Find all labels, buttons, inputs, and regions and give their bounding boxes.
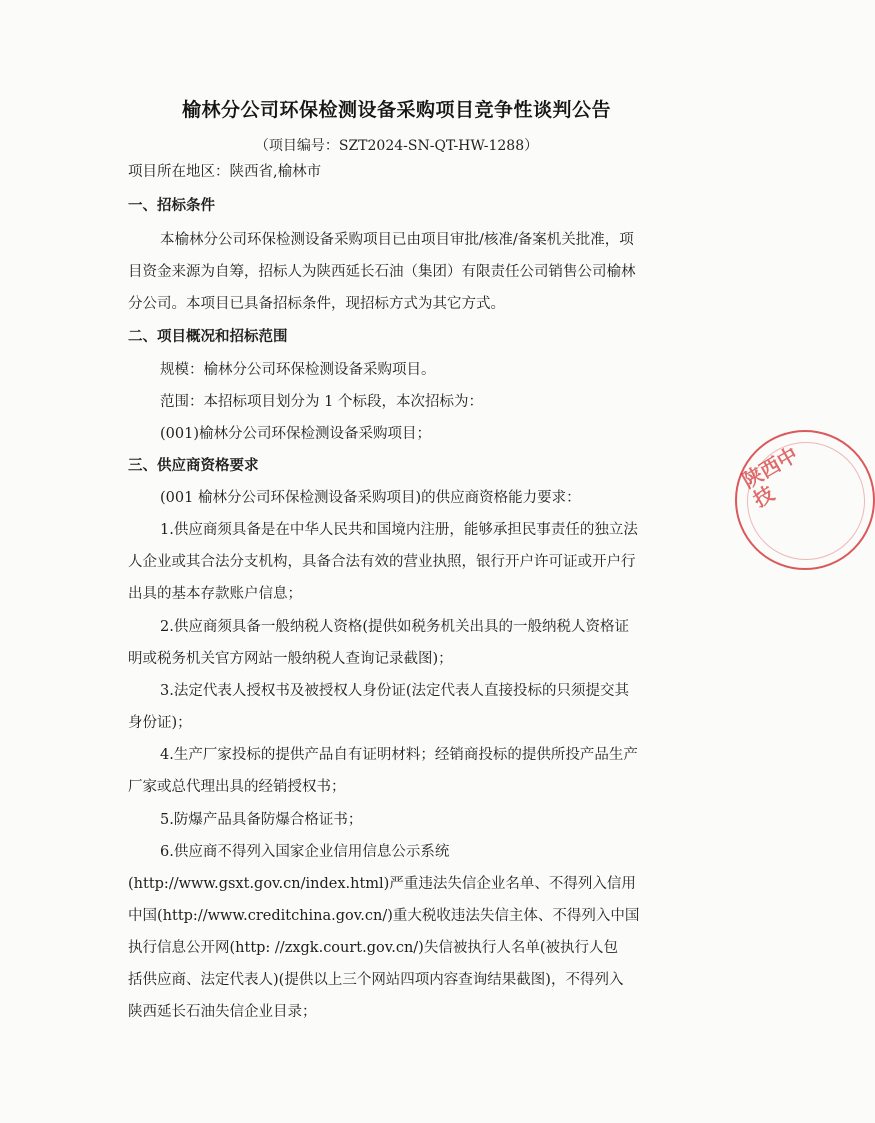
section2-heading: 二、项目概况和招标范围 xyxy=(128,329,288,345)
requirement-6-line: 6.供应商不得列入国家企业信用信息公示系统 xyxy=(160,844,450,860)
requirement-5-line: 5.防爆产品具备防爆合格证书； xyxy=(160,812,363,828)
document-title: 榆林分公司环保检测设备采购项目竞争性谈判公告 xyxy=(181,99,611,121)
section2-scale: 规模：榆林分公司环保检测设备采购项目。 xyxy=(160,362,436,378)
project-number: （项目编号：SZT2024-SN-QT-HW-1288） xyxy=(254,138,539,154)
seal-text: 陕西中技 xyxy=(738,442,802,512)
requirement-3-line: 身份证)； xyxy=(128,715,192,731)
requirement-1-line: 人企业或其合法分支机构，具备合法有效的营业执照，银行开户许可证或开户行 xyxy=(128,554,636,570)
section1-line: 分公司。本项目已具备招标条件，现招标方式为其它方式。 xyxy=(128,296,505,312)
requirement-1-line: 1.供应商须具备是在中华人民共和国境内注册，能够承担民事责任的独立法 xyxy=(160,522,638,538)
requirement-3-line: 3.法定代表人授权书及被授权人身份证(法定代表人直接投标的只须提交其 xyxy=(160,683,629,699)
section1-heading: 一、招标条件 xyxy=(128,198,215,214)
section1-line: 本榆林分公司环保检测设备采购项目已由项目审批/核准/备案机关批准，项 xyxy=(160,232,634,248)
requirement-2-line: 2.供应商须具备一般纳税人资格(提供如税务机关出具的一般纳税人资格证 xyxy=(160,619,629,635)
section2-scope: 范围：本招标项目划分为 1 个标段，本次招标为： xyxy=(160,394,483,410)
requirement-4-line: 4.生产厂家投标的提供产品自有证明材料；经销商投标的提供所投产品生产 xyxy=(160,747,638,763)
requirement-6-line: 陕西延长石油失信企业目录； xyxy=(128,1004,317,1020)
requirement-6-line: 括供应商、法定代表人)(提供以上三个网站四项内容查询结果截图)，不得列入 xyxy=(128,972,624,988)
project-region: 项目所在地区：陕西省,榆林市 xyxy=(128,164,322,180)
official-seal-stamp xyxy=(735,430,875,570)
section1-line: 目资金来源为自筹，招标人为陕西延长石油（集团）有限责任公司销售公司榆林 xyxy=(128,264,636,280)
requirement-6-line: 执行信息公开网(http: //zxgk.court.gov.cn/)失信被执行人名单(被执行人包 xyxy=(128,940,618,956)
section3-heading: 三、供应商资格要求 xyxy=(128,458,259,474)
section2-lot: (001)榆林分公司环保检测设备采购项目； xyxy=(160,426,431,442)
section3-intro: (001 榆林分公司环保检测设备采购项目)的供应商资格能力要求： xyxy=(160,490,581,506)
requirement-4-line: 厂家或总代理出具的经销授权书； xyxy=(128,779,346,795)
requirement-1-line: 出具的基本存款账户信息； xyxy=(128,586,302,602)
requirement-6-line: 中国(http://www.creditchina.gov.cn/)重大税收违法失信主体、不得列入中国 xyxy=(128,908,640,924)
requirement-6-line: (http://www.gsxt.gov.cn/index.html)严重违法失信企业名单、不得列入信用 xyxy=(128,876,636,892)
requirement-2-line: 明或税务机关官方网站一般纳税人查询记录截图)； xyxy=(128,651,453,667)
